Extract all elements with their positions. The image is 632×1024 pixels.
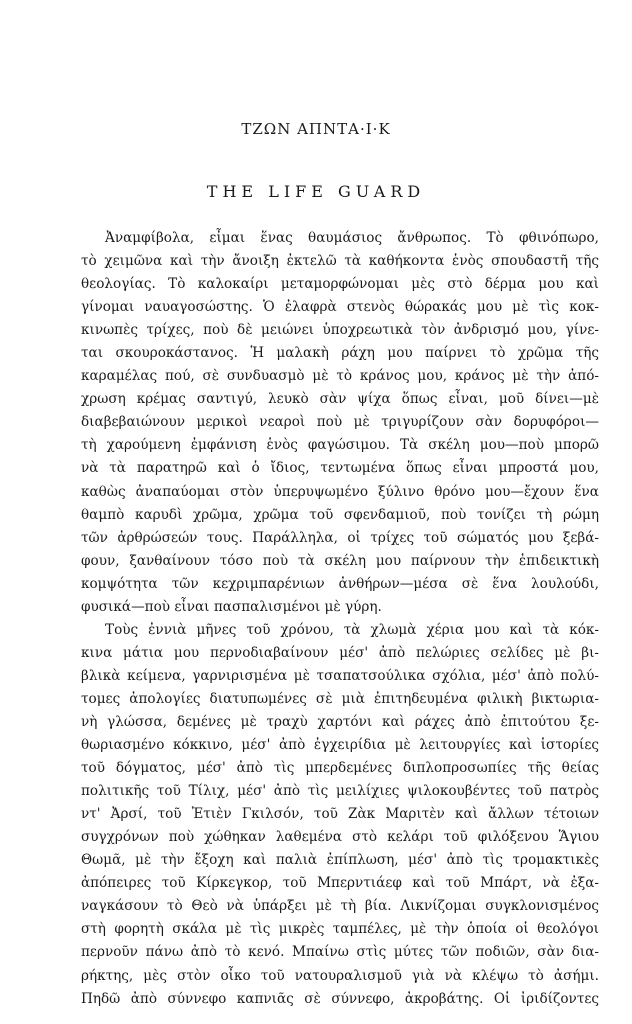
text-line: τὸ χειμῶνα καὶ τὴν ἄνοιξη ἐκτελῶ τὰ καθήκοντα ἑνὸς σπουδαστῆ τῆς <box>81 253 599 270</box>
text-line: τομες ἀπολογίες διατυπωμένες σὲ μιὰ ἐπιτηδευμένα φιλικὴ βικτωρια- <box>81 690 599 707</box>
text-line: στὴ φορητὴ σκάλα μὲ τὶς μικρὲς ταμπέλες, μὲ τὴν ὁποία οἱ θεολόγοι <box>81 921 599 938</box>
text-line: νὴ γλώσσα, δεμένες μὲ τραχὺ χαρτόνι καὶ ράχες ἀπὸ ἐπιτούτου ξε- <box>81 713 599 730</box>
text-line: χρωση κρέμας σαντιγύ, λευκὸ σὰν ψίχα ὅπως εἶναι, μοῦ δίνει—μὲ <box>81 391 599 408</box>
text-line: Τοὺς ἐννιὰ μῆνες τοῦ χρόνου, τὰ χλωμὰ χέρια μου καὶ τὰ κόκ- <box>105 621 599 638</box>
text-line: ρήκτης, μὲς στὸν οἶκο τοῦ νατουραλισμοῦ γιὰ νὰ κλέψω τὸ ἀσήμι. <box>81 967 599 984</box>
text-line: γίνομαι ναυαγοσώστης. Ὁ ἐλαφρὰ στενὸς θώρακάς μου μὲ τὶς κοκ- <box>81 299 599 316</box>
text-line: κινωπὲς τρίχες, ποὺ δὲ μειώνει ὑποχρεωτικὰ τὸν ἀνδρισμό μου, γίνε- <box>81 322 599 339</box>
text-line: θαμπὸ καρυδὶ χρῶμα, χρῶμα τοῦ σφενδαμιοῦ, ποὺ τονίζει τὴ ρώμη <box>81 506 599 523</box>
text-line: βλικὰ κείμενα, γαρνιρισμένα μὲ τσαπατσούλικα σχόλια, μέσ' ἀπὸ πολύ- <box>81 667 599 684</box>
text-line: θεολογίας. Τὸ καλοκαίρι μεταμορφώνομαι μὲς στὸ δέρμα μου καὶ <box>81 276 599 293</box>
text-line: θωριασμένο κόκκινο, μέσ' ἀπὸ ἐγχειρίδια μὲ λειτουργίες καὶ ἱστορίες <box>81 737 599 754</box>
text-line: νὰ τὰ παρατηρῶ καὶ ὁ ἴδιος, τεντωμένα ὅπως εἶναι μπροστά μου, <box>81 460 599 477</box>
text-line: τὴ χαρούμενη ἐμφάνιση ἑνὸς φαγώσιμου. Τὰ σκέλη μου—ποὺ μπορῶ <box>81 437 599 454</box>
text-line: ναγκάσουν τὸ Θεὸ νὰ ὑπάρξει μὲ τὴ βία. Λικνίζομαι συγκλονισμένος <box>81 898 599 915</box>
text-line: τῶν ἀρθρώσεών τους. Παράλληλα, οἱ τρίχες τοῦ σώματός μου ξεβά- <box>81 529 599 546</box>
text-line: φουν, ξανθαίνουν τόσο ποὺ τὰ σκέλη μου παίρνουν τὴν ἐπιδεικτικὴ <box>81 552 599 569</box>
text-line: φυσικά—ποὺ εἶναι πασπαλισμένοι μὲ γύρη. <box>81 598 382 615</box>
text-line: περνοῦν πάνω ἀπὸ τὸ κενό. Μπαίνω στὶς μύτες τῶν ποδιῶν, σὰν δια- <box>81 944 599 961</box>
text-line: Πηδῶ ἀπὸ σύννεφο καπνιᾶς σὲ σύννεφο, ἀκροβάτης. Οἱ ἰριδίζοντες <box>81 990 599 1007</box>
text-line: συγχρόνων ποὺ χώθηκαν λαθεμένα στὸ κελάρι τοῦ φιλόξενου Ἅγιου <box>81 829 599 846</box>
text-line: ντ' Ἀρσί, τοῦ Ἐτιὲν Γκιλσόν, τοῦ Ζὰκ Μαριτὲν καὶ ἄλλων τέτοιων <box>81 806 599 823</box>
body-text <box>81 227 599 1011</box>
text-line: τοῦ δόγματος, μέσ' ἀπὸ τὶς μπερδεμένες διπλοπροσωπίες τῆς θείας <box>81 760 599 777</box>
text-line: καραμέλας πού, σὲ συνδυασμὸ μὲ τὸ κράνος μου, κράνος μὲ τὴν ἀπό- <box>81 368 599 385</box>
story-title: THE LIFE GUARD <box>206 182 426 201</box>
text-line: ται σκουροκάστανος. Ἡ μαλακὴ ράχη μου παίρνει τὸ χρῶμα τῆς <box>81 345 599 362</box>
author-name: ΤΖΩΝ ΑΠΝΤΑ·Ι·Κ <box>241 120 391 138</box>
text-line: Ἀναμφίβολα, εἶμαι ἕνας θαυμάσιος ἄνθρωπος. Τὸ φθινόπωρο, <box>105 230 599 246</box>
text-line: καθὼς ἀναπαύομαι στὸν ὑπερυψωμένο ξύλινο θρόνο μου—ἔχουν ἕνα <box>81 483 599 500</box>
text-line: Θωμᾶ, μὲ τὴν ἔξοχη καὶ παλιὰ ἐπίπλωση, μέσ' ἀπὸ τὶς τρομακτικὲς <box>81 852 599 869</box>
text-line: ἀπόπειρες τοῦ Κίρκεγκορ, τοῦ Μπερντιάεφ καὶ τοῦ Μπάρτ, νὰ ἐξα- <box>81 875 599 892</box>
text-line: πολιτικῆς τοῦ Τίλιχ, μέσ' ἀπὸ τὶς μειλίχιες ψιλοκουβέντες τοῦ πατρὸς <box>81 783 599 800</box>
text-line: κομψότητα τῶν κεχριμπαρένιων ἀνθήρων—μέσα σὲ ἕνα λουλούδι, <box>81 575 599 592</box>
text-line: κινα μάτια μου περνοδιαβαίνουν μέσ' ἀπὸ πελώριες σελίδες μὲ βι- <box>81 644 599 661</box>
text-line: διαβεβαιώνουν μερικοὶ νεαροὶ ποὺ μὲ τριγυρίζουν σὰν δορυφόροι— <box>81 414 599 431</box>
